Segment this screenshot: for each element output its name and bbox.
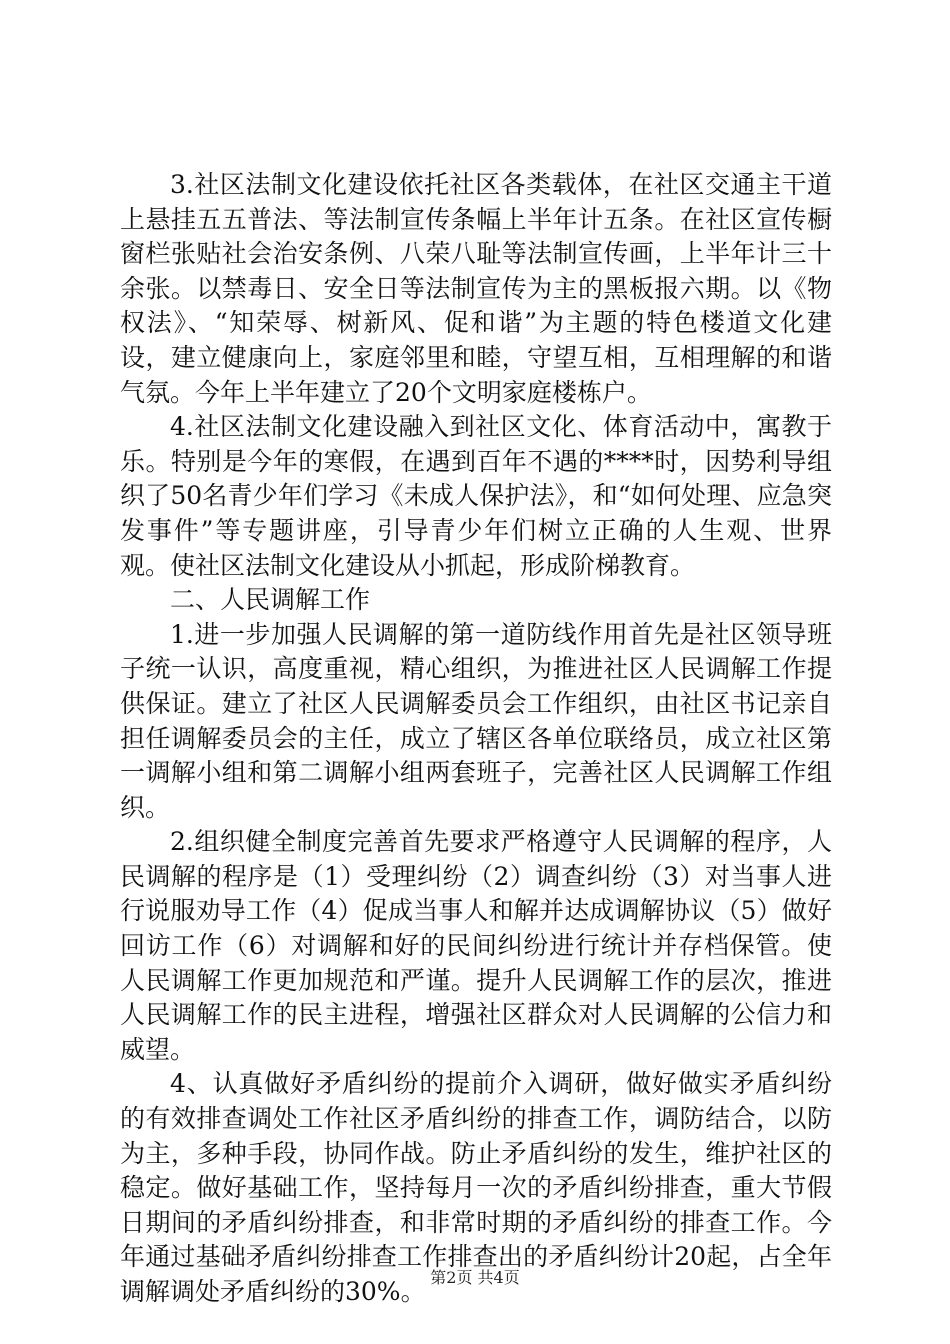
document-body [120,168,832,1310]
page-number-footer: 第2页 共4页 [430,1268,520,1287]
paragraph-mediation-4: 4、认真做好矛盾纠纷的提前介入调研，做好做实矛盾纠纷的有效排查调处工作社区矛盾纠纷的排查工作，调防结合，以防为主，多种手段，协同作战。防止矛盾纠纷的发生，维护社区的稳定。做好基础工作，坚持每月一次的矛盾纠纷排查，重大节假日期间的矛盾纠纷排查，和非常时期的矛盾纠纷的排查工作。今年通过基础矛盾纠纷排查工作排查出的矛盾纠纷计20起，占全年调解调处矛盾纠纷的30%。 [120,1069,832,1306]
paragraph-mediation-2: 2.组织健全制度完善首先要求严格遵守人民调解的程序，人民调解的程序是（1）受理纠纷（2）调查纠纷（3）对当事人进行说服劝导工作（4）促成当事人和解并达成调解协议（5）做好回访工作（6）对调解和好的民间纠纷进行统计并存档保管。使人民调解工作更加规范和严谨。提升人民调解工作的层次，推进人民调解工作的民主进程，增强社区群众对人民调解的公信力和威望。 [120,827,832,1064]
section-heading-mediation: 二、人民调解工作 [170,585,371,615]
paragraph-mediation-1: 1.进一步加强人民调解的第一道防线作用首先是社区领导班子统一认识，高度重视，精心组织，为推进社区人民调解工作提供保证。建立了社区人民调解委员会工作组织，由社区书记亲自担任调解委员会的主任，成立了辖区各单位联络员，成立社区第一调解小组和第二调解小组两套班子，完善社区人民调解工作组织。 [120,619,832,822]
paragraph-item-3: 3.社区法制文化建设依托社区各类载体，在社区交通主干道上悬挂五五普法、等法制宣传条幅上半年计五条。在社区宣传橱窗栏张贴社会治安条例、八荣八耻等法制宣传画，上半年计三十余张。以禁毒日、安全日等法制宣传为主的黑板报六期。以《物权法》、“知荣辱、树新风、促和谐”为主题的特色楼道文化建设，建立健康向上，家庭邻里和睦，守望互相，互相理解的和谐气氛。今年上半年建立了20个文明家庭楼栋户。 [120,170,832,407]
paragraph-item-4: 4.社区法制文化建设融入到社区文化、体育活动中，寓教于乐。特别是今年的寒假，在遇到百年不遇的****时，因势利导组织了50名青少年们学习《未成人保护法》，和“如何处理、应急突发事件”等专题讲座，引导青少年们树立正确的人生观、世界观。使社区法制文化建设从小抓起，形成阶梯教育。 [120,412,832,580]
